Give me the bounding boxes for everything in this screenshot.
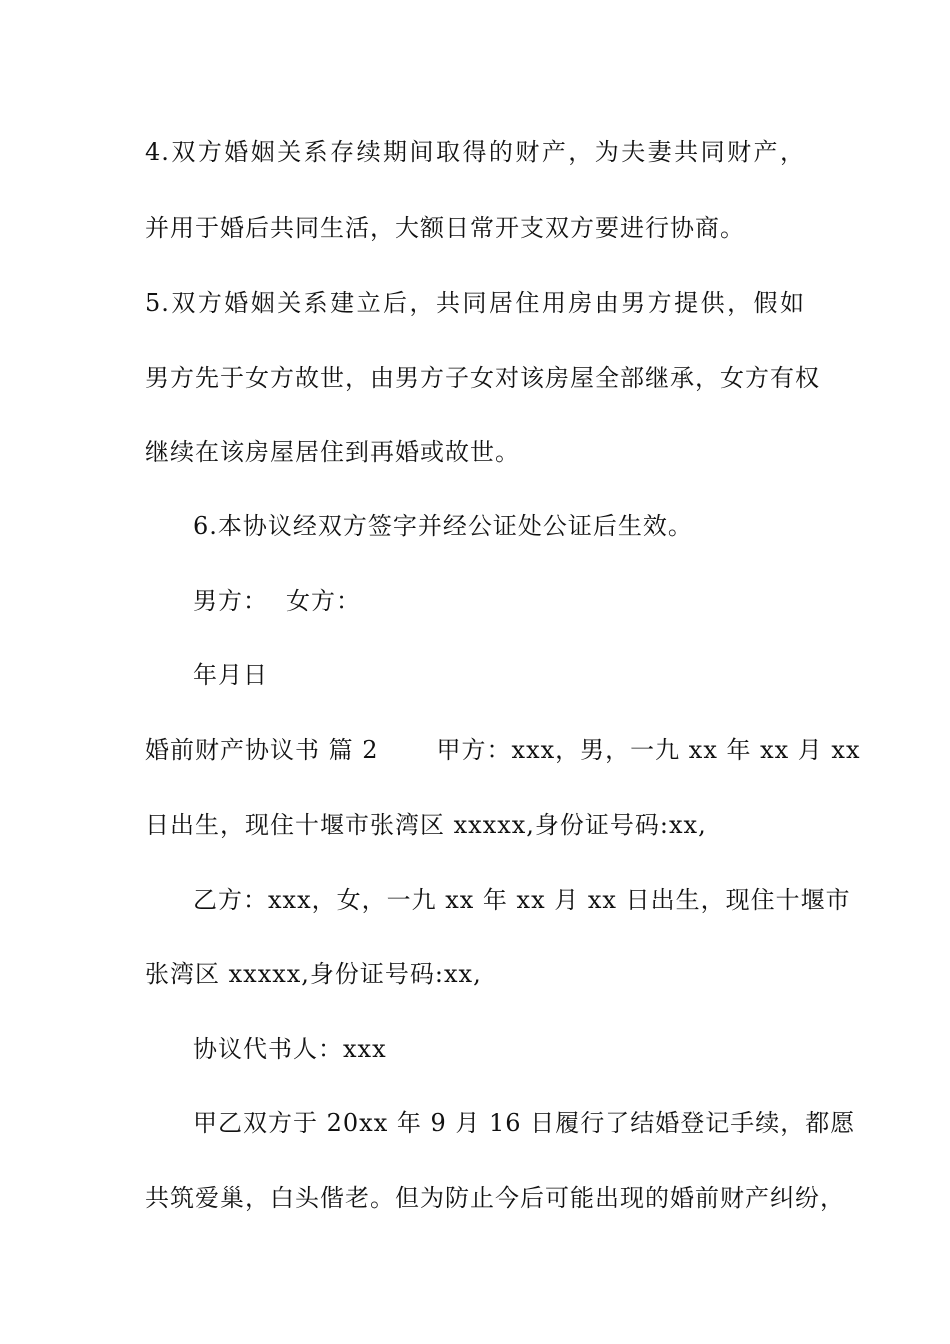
clause-6-line-1: 6.本协议经双方签字并经公证处公证后生效。	[193, 512, 693, 540]
clause-5-line-1: 5.双方婚姻关系建立后，共同居住用房由男方提供，假如	[145, 289, 805, 317]
party-a-line-1: 甲方：xxx，男，一九 xx 年 xx 月 xx	[436, 736, 861, 764]
clause-4-line-1: 4.双方婚姻关系存续期间取得的财产，为夫妻共同财产，	[145, 138, 805, 166]
party-a-line-2: 日出生，现住十堰市张湾区 xxxxx,身份证号码:xx,	[145, 811, 707, 839]
doc2-title: 婚前财产协议书	[145, 736, 320, 764]
signature-line	[193, 586, 361, 616]
date-line: 年月日	[193, 661, 268, 689]
signature-female-label: 女方：	[286, 587, 361, 615]
clause-5-line-2: 男方先于女方故世，由男方子女对该房屋全部继承，女方有权	[145, 364, 820, 392]
party-b-line-2: 张湾区 xxxxx,身份证号码:xx,	[145, 960, 482, 988]
agent-line: 协议代书人：xxx	[193, 1035, 387, 1063]
doc2-heading-line	[145, 735, 861, 765]
clause-4-line-2: 并用于婚后共同生活，大额日常开支双方要进行协商。	[145, 214, 745, 242]
party-b-line-1: 乙方：xxx，女，一九 xx 年 xx 月 xx 日出生，现住十堰市	[193, 886, 851, 914]
clause-5-line-3: 继续在该房屋居住到再婚或故世。	[145, 438, 520, 466]
intro-line-2: 共筑爱巢，白头偕老。但为防止今后可能出现的婚前财产纠纷，	[145, 1184, 845, 1212]
doc2-section-label: 篇 2	[328, 736, 379, 764]
signature-male-label: 男方：	[193, 587, 268, 615]
intro-line-1: 甲乙双方于 20xx 年 9 月 16 日履行了结婚登记手续，都愿	[193, 1109, 856, 1137]
